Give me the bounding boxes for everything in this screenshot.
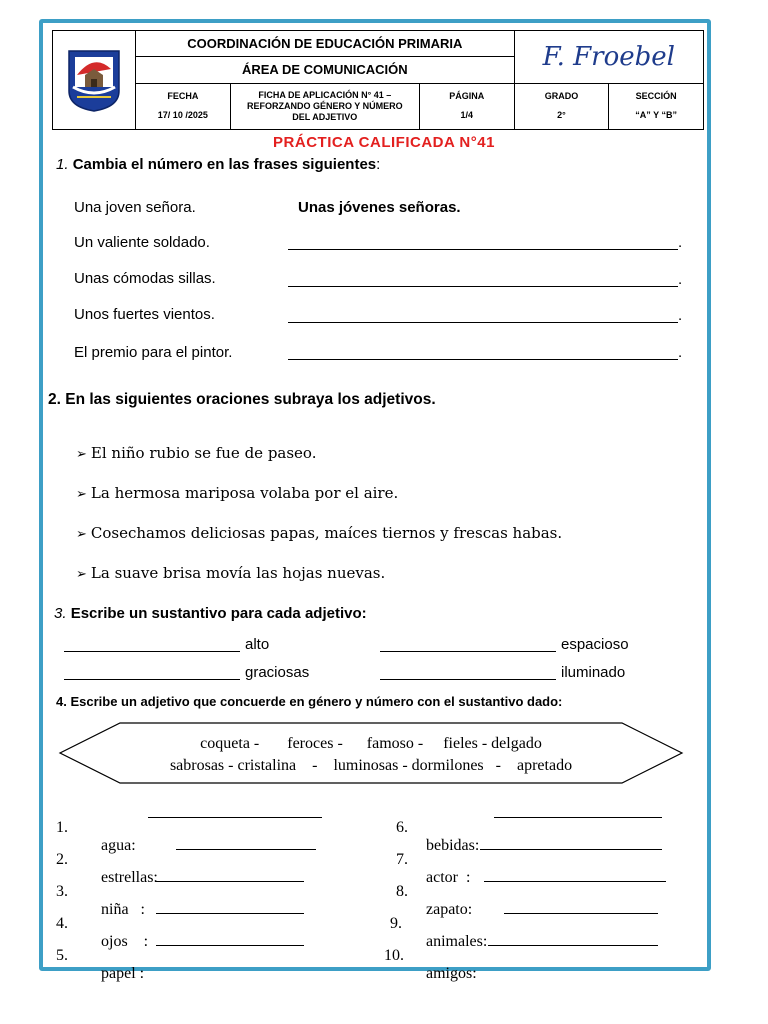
s4-item-8: 8. zapato:: [396, 865, 404, 937]
seccion-label: SECCIÓN: [635, 91, 677, 102]
arrow-bullet-icon: ➢: [76, 527, 87, 542]
page-title: PRÁCTICA CALIFICADA N°41: [273, 134, 495, 151]
s2-sentence-1: ➢ El niño rubio se fue de paseo.: [76, 444, 317, 462]
signature-cell: [514, 31, 703, 84]
school-logo: [65, 47, 123, 113]
s4-item-5: 5. papel :: [56, 929, 64, 1001]
section-3-number: 3.: [54, 605, 67, 622]
section-1-heading: 1. Cambia el número en las frases siguientes:: [56, 156, 381, 173]
s4-blank-3[interactable]: [156, 881, 304, 882]
s4-blank-10[interactable]: [488, 945, 658, 946]
s2-sentence-3: ➢ Cosechamos deliciosas papas, maíces tiernos y frescas habas.: [76, 524, 563, 542]
s4-blank-1[interactable]: [148, 817, 322, 818]
s1-phrase-2: Un valiente soldado.: [74, 234, 210, 251]
s4-item-1: 1. agua:: [56, 801, 64, 873]
s4-blank-8[interactable]: [484, 881, 666, 882]
seccion-value: “A” Y “B”: [635, 110, 677, 121]
s1-answer-line-5[interactable]: [288, 359, 678, 360]
s1-phrase-5: El premio para el pintor.: [74, 344, 233, 361]
s4-blank-2[interactable]: [176, 849, 316, 850]
arrow-bullet-icon: ➢: [76, 567, 87, 582]
pagina-cell: [419, 83, 514, 130]
s1-phrase-4: Unos fuertes vientos.: [74, 306, 215, 323]
signature: F. Froebel: [542, 41, 675, 72]
arrow-bullet-icon: ➢: [76, 447, 87, 462]
s3-word-2: espacioso: [561, 636, 629, 653]
section-1-number: 1.: [56, 156, 69, 173]
section-3-heading: [54, 605, 367, 622]
s3-word-1: alto: [245, 636, 270, 653]
ficha-line-3: DEL ADJETIVO: [292, 111, 358, 122]
pagina-value: 1/4: [460, 110, 474, 121]
s3-blank-1[interactable]: [64, 651, 240, 652]
logo-cell: [53, 31, 136, 130]
grado-value: 2°: [557, 110, 566, 121]
header-table: [52, 30, 704, 130]
ficha-cell: [230, 83, 419, 130]
arrow-bullet-icon: ➢: [76, 487, 87, 502]
fecha-label: FECHA: [167, 91, 199, 102]
s1-answer-line-4[interactable]: [288, 322, 678, 323]
s1-answer-line-3[interactable]: [288, 286, 678, 287]
s4-item-9: 9. animales:: [390, 897, 398, 969]
section-3-prompt: Escribe un sustantivo para cada adjetivo:: [70, 605, 367, 622]
s4-blank-5[interactable]: [156, 945, 304, 946]
s2-sentence-4: ➢ La suave brisa movía las hojas nuevas.: [76, 564, 386, 582]
s4-item-2: 2. estrellas:: [56, 833, 64, 905]
pagina-label: PÁGINA: [449, 91, 485, 102]
fecha-value: 17/ 10 /2025: [157, 110, 208, 121]
s3-word-3: graciosas: [245, 664, 310, 681]
s1-phrase-3: Unas cómodas sillas.: [74, 270, 216, 287]
fecha-cell: [136, 83, 231, 130]
word-bank-line-2: sabrosas - cristalina - luminosas - dormilones - apretado: [169, 757, 573, 774]
s1-answer-example: Unas jóvenes señoras.: [298, 199, 461, 216]
s4-item-4: 4. ojos :: [56, 897, 64, 969]
s4-blank-7[interactable]: [480, 849, 662, 850]
area-name: ÁREA DE COMUNICACIÓN: [136, 57, 515, 83]
s1-answer-line-2[interactable]: [288, 249, 678, 250]
seccion-cell: [609, 83, 704, 130]
ficha-line-1: FICHA DE APLICACIÓN N° 41 –: [258, 89, 392, 100]
section-4-heading: 4. Escribe un adjetivo que concuerde en género y número con el sustantivo dado:: [56, 694, 563, 709]
s4-item-10: 10. amigos:: [384, 929, 392, 1001]
s3-blank-3[interactable]: [64, 679, 240, 680]
section-1-prompt: Cambia el número en las frases siguientes: [72, 156, 377, 173]
section-2-heading: 2. En las siguientes oraciones subraya los adjetivos.: [48, 391, 436, 408]
s4-item-3: 3. niña :: [56, 865, 64, 937]
s3-blank-4[interactable]: [380, 679, 556, 680]
grado-label: GRADO: [544, 91, 579, 102]
s4-item-7: 7. actor :: [396, 833, 404, 905]
s2-sentence-2: ➢ La hermosa mariposa volaba por el aire.: [76, 484, 399, 502]
org-name: COORDINACIÓN DE EDUCACIÓN PRIMARIA: [136, 31, 515, 57]
s3-blank-2[interactable]: [380, 651, 556, 652]
grado-cell: [514, 83, 609, 130]
word-bank: [58, 722, 684, 784]
s4-blank-9[interactable]: [504, 913, 658, 914]
s3-word-4: iluminado: [561, 664, 626, 681]
s4-blank-6[interactable]: [494, 817, 662, 818]
s1-phrase-1: Una joven señora.: [74, 199, 196, 216]
s4-blank-4[interactable]: [156, 913, 304, 914]
s4-item-6: 6. bebidas:: [396, 801, 404, 873]
ficha-line-2: REFORZANDO GÉNERO Y NÚMERO: [246, 100, 403, 111]
word-bank-line-1: coqueta - feroces - famoso - fieles - delgado: [200, 735, 542, 752]
